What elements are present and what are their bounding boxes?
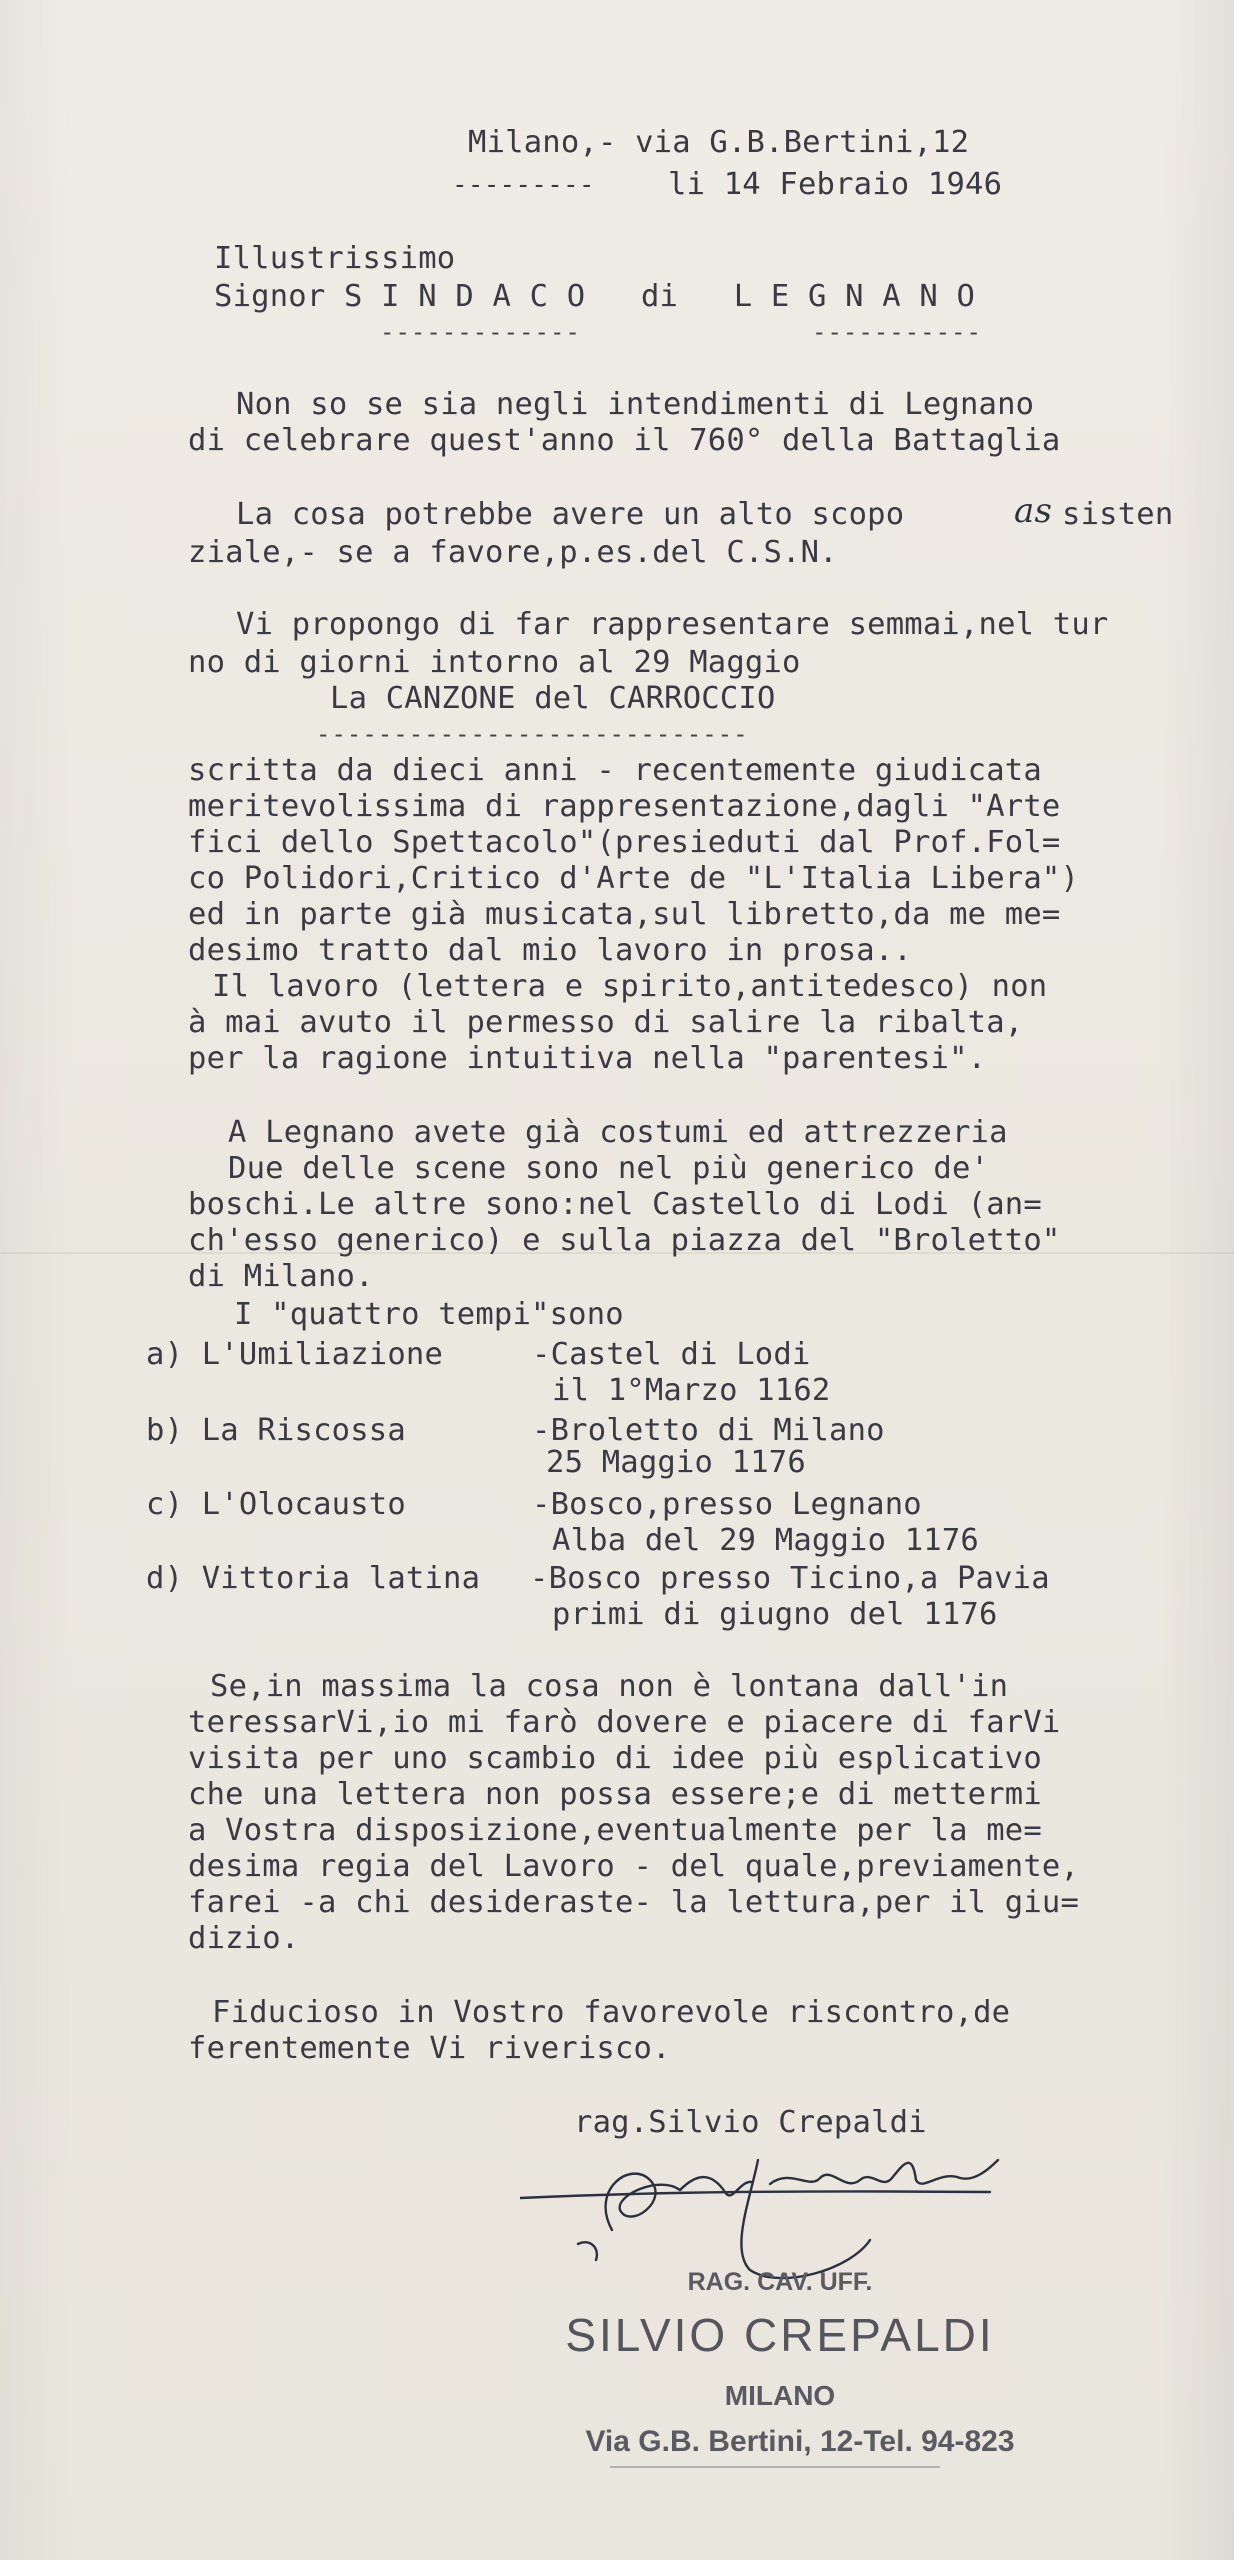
p4-line1: scritta da dieci anni - recentemente giudicata [188,753,1042,788]
p5-line1: Il lavoro (lettera e spirito,antitedesco) non [212,969,1048,1004]
p3-line1: Vi propongo di far rappresentare semmai,nel tur [236,607,1109,642]
stamp-title: RAG. CAV. UFF. [687,2268,873,2296]
tempo-a-label: a) L'Umiliazione [146,1337,444,1372]
p7-line6: desima regia del Lavoro - del quale,previamente, [188,1849,1080,1884]
p7-line2: teressarVi,io mi farò dovere e piacere di farVi [188,1705,1061,1740]
tempo-b-label: b) La Riscossa [146,1413,406,1448]
p7-line8: dizio. [188,1921,300,1956]
p6-line1: A Legnano avete già costumi ed attrezzeria [228,1115,1008,1150]
p8-line1: Fiducioso in Vostro favorevole riscontro,de [212,1995,1011,2030]
p6-line4: ch'esso generico) e sulla piazza del "Broletto" [188,1223,1061,1258]
p2-handwritten-correction: as [1014,491,1053,531]
work-title-underline: ---------------------------- [316,720,749,748]
p5-line3: per la ragione intuitiva nella "parentesi". [188,1041,987,1076]
p5-line2: à mai avuto il permesso di salire la ribalta, [188,1005,1024,1040]
p7-line7: farei -a chi desideraste- la lettura,per il giu= [188,1885,1080,1920]
tempi-intro: I "quattro tempi"sono [234,1297,624,1332]
typed-signature: rag.Silvio Crepaldi [574,2105,927,2140]
p2-line2: ziale,- se a favore,p.es.del C.S.N. [188,535,838,570]
tempo-a-place: -Castel di Lodi [532,1337,811,1372]
date-dashes: --------- [452,170,595,200]
p7-line3: visita per uno scambio di idee più esplicativo [188,1741,1042,1776]
letter-date: li 14 Febraio 1946 [668,167,1003,202]
tempo-c-date: Alba del 29 Maggio 1176 [552,1523,979,1558]
p1-line2: di celebrare quest'anno il 760° della Battaglia [188,423,1061,458]
p8-line2: ferentemente Vi riverisco. [188,2031,671,2066]
p1-line1: Non so se sia negli intendimenti di Legnano [236,387,1035,422]
work-title: La CANZONE del CARROCCIO [330,681,776,716]
tempo-a-date: il 1°Marzo 1162 [552,1373,831,1408]
tempo-b-place: -Broletto di Milano [532,1413,885,1448]
tempo-d-label: d) Vittoria latina [146,1561,481,1596]
recipient-underline-1: ------------- [380,318,581,346]
p6-line3: boschi.Le altre sono:nel Castello di Lodi (an= [188,1187,1042,1222]
salutation-line1: Illustrissimo [214,241,456,276]
p3-line2: no di giorni intorno al 29 Maggio [188,645,801,680]
p4-line2: meritevolissima di rappresentazione,dagli "Arte [188,789,1061,824]
recipient-underline-2: ----------- [812,318,982,346]
stamp-address: Via G.B. Bertini, 12-Tel. 94-823 [585,2425,1015,2458]
salutation-line2: Signor S I N D A C O di L E G N A N O [214,279,976,314]
p2-line1-end: sisten [1062,497,1174,532]
p7-line5: a Vostra disposizione,eventualmente per la me= [188,1813,1042,1848]
p6-line5: di Milano. [188,1259,374,1294]
p7-line4: che una lettera non possa essere;e di mettermi [188,1777,1042,1812]
tempo-c-place: -Bosco,presso Legnano [532,1487,922,1522]
p4-line4: co Polidori,Critico d'Arte de "L'Italia Libera") [188,861,1080,896]
p6-line2: Due delle scene sono nel più generico de' [228,1151,990,1186]
p7-line1: Se,in massima la cosa non è lontana dall'in [210,1669,1009,1704]
stamp-name: SILVIO CREPALDI [565,2309,995,2361]
stamp-city: MILANO [724,2380,836,2411]
p4-line6: desimo tratto dal mio lavoro in prosa.. [188,933,912,968]
p4-line5: ed in parte già musicata,sul libretto,da me me= [188,897,1061,932]
tempo-d-place: -Bosco presso Ticino,a Pavia [530,1561,1050,1596]
sender-address: Milano,- via G.B.Bertini,12 [468,125,970,160]
tempo-c-label: c) L'Olocausto [146,1487,406,1522]
stamp-rule [610,2466,940,2468]
tempo-d-date: primi di giugno del 1176 [552,1597,998,1632]
tempo-b-date: 25 Maggio 1176 [546,1445,806,1480]
p4-line3: fici dello Spettacolo"(presieduti dal Prof.Fol= [188,825,1061,860]
p2-line1: La cosa potrebbe avere un alto scopo [236,497,905,532]
